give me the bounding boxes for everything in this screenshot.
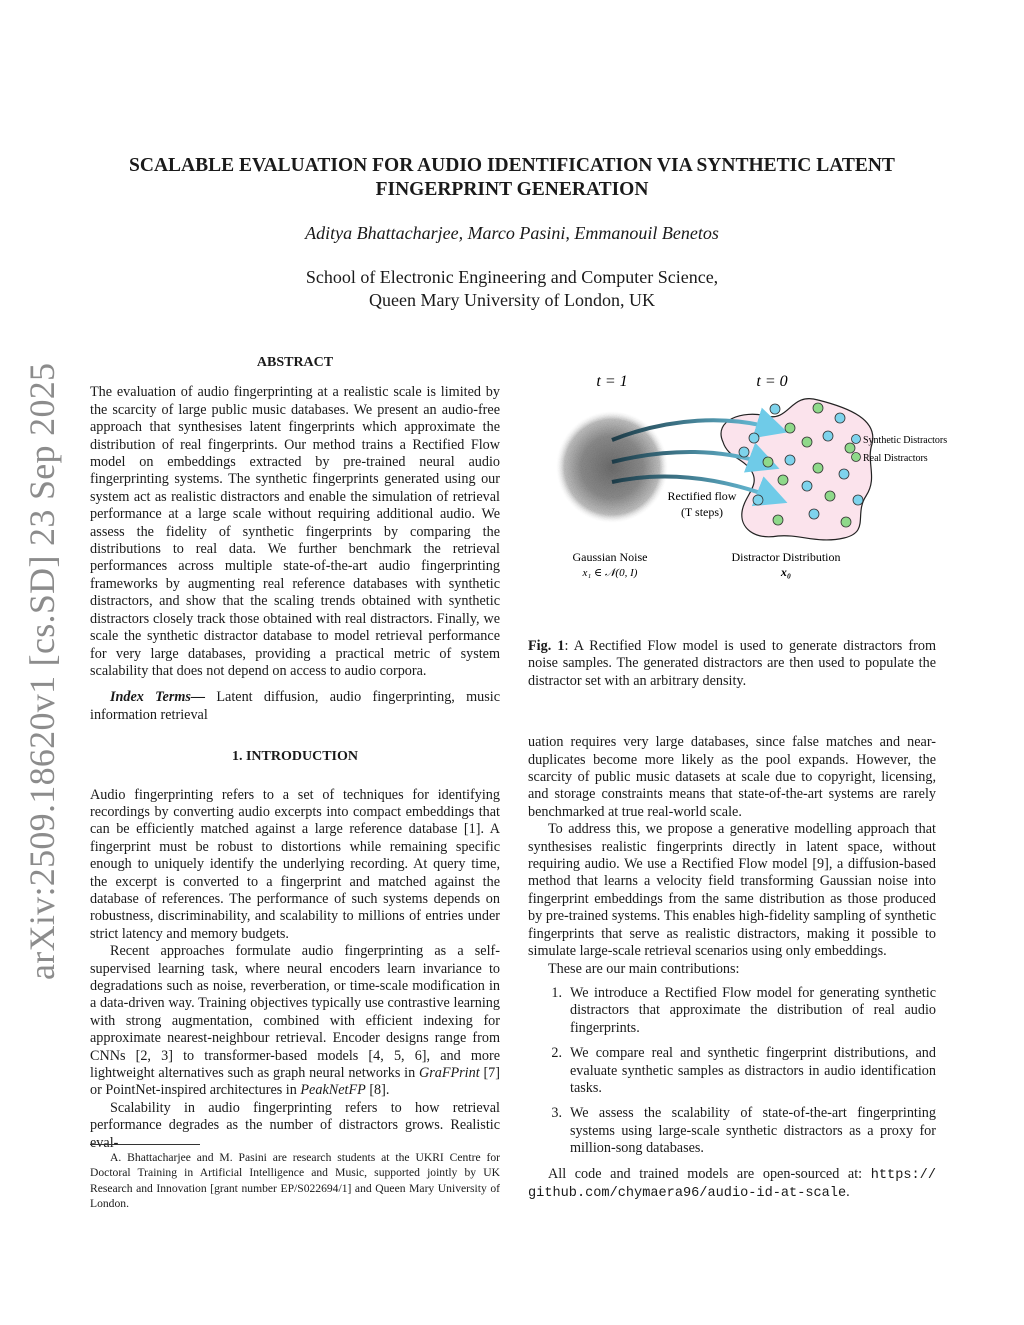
figure-caption-label: Fig. 1: [528, 638, 565, 654]
synthetic-dot: [853, 495, 863, 505]
code-availability-text: All code and trained models are open-sourced at:: [548, 1165, 871, 1182]
abstract-text: The evaluation of audio fingerprinting at a realistic scale is limited by the scarcity of large public music databases. We present an audio-free approach that synthesises latent fingerprints which approximate the distribution of real fingerprints. Our method trains a Rectified Flow model on embeddings extracted by pre-trained neural audio fingerprinting systems. The synthetic fingerprints generated using our system act as realistic distractors and enable the simulation of retrieval performance at a large scale without requiring additional audio. We assess the fidelity of synthetic fingerprints by comparing the distributions to real data. We further benchmark the retrieval performances across multiple state-of-the-art audio fingerprinting frameworks by augmenting real reference databases with synthetic distractors, and show that the scaling trends obtained with synthetic distractors closely track those obtained with real distractors. Finally, we scale the synthetic distractor database to model retrieval performance for very large databases, providing a practical metric of system scalability that does not depend on access to audio corpora.: [90, 384, 500, 679]
synthetic-dot: [753, 495, 763, 505]
intro-p2-text-b: [7] or PointNet-inspired architectures in: [90, 1065, 501, 1099]
legend-synthetic-swatch: [852, 435, 861, 444]
list-item: [528, 1045, 936, 1097]
noise-math: x₁ ∈ 𝒩(0, I): [582, 567, 638, 579]
list-item-number: 1.: [551, 984, 562, 1001]
list-item-number: 3.: [551, 1105, 562, 1122]
right-column: [528, 638, 936, 1202]
synthetic-dot: [739, 447, 749, 457]
grafprint-ref: GraFPrint: [418, 1065, 480, 1082]
legend-real-label: Real Distractors: [863, 453, 928, 464]
figure-1: [528, 362, 948, 582]
synthetic-dot: [785, 455, 795, 465]
real-dot: [802, 437, 812, 447]
intro-paragraph-3: Scalability in audio fingerprinting refers to how retrieval performance degrades as the number of distractors grows. Realistic eval-: [90, 1099, 500, 1151]
list-item-number: 2.: [551, 1045, 562, 1062]
list-item-text: We assess the scalability of state-of-the-art fingerprinting systems using large-scale synthetic distractors as a proxy for million-song databases.: [570, 1105, 936, 1157]
synthetic-dot: [802, 481, 812, 491]
real-dot: [785, 423, 795, 433]
affiliation-line-2: Queen Mary University of London, UK: [369, 290, 655, 310]
list-item: [528, 1105, 936, 1157]
list-item-text: We compare real and synthetic fingerprint distributions, and evaluate synthetic samples as distractors in audio identification tasks.: [570, 1045, 936, 1096]
real-dot: [763, 457, 773, 467]
real-dot: [845, 443, 855, 453]
code-availability-end: .: [846, 1183, 850, 1200]
paper-title: SCALABLE EVALUATION FOR AUDIO IDENTIFICATION VIA SYNTHETIC LATENT FINGERPRINT GENERATION: [129, 155, 895, 200]
peaknetfp-ref: PeakNetFP: [300, 1082, 366, 1099]
real-dot: [773, 515, 783, 525]
real-dot: [825, 491, 835, 501]
synthetic-dot: [835, 413, 845, 423]
intro-paragraph-1: Audio fingerprinting refers to a set of techniques for identifying recordings by converting audio excerpts into compact embeddings that can be efficiently matched against a large reference database [1]. A fingerprint must be robust to distortions while remaining specific enough to uniquely identify the underlying recording. At query time, the excerpt is converted to a fingerprint and matched against the database of references. The performance of such systems depends on robustness, discriminability, and scalability to millions of entries under strict latency and memory budgets.: [90, 786, 500, 942]
footnote-text: A. Bhattacharjee and M. Pasini are research students at the UKRI Centre for Doctoral Training in Artificial Intelligence and Music, supported jointly by UK Research and Innovation [grant number EP/S022694/1] and Queen Mary University of London.: [90, 1151, 500, 1211]
intro-p2-text-c: [8].: [365, 1082, 390, 1099]
index-terms: [90, 689, 500, 724]
synthetic-dot: [839, 469, 849, 479]
synthetic-dot: [770, 404, 780, 414]
real-dot: [813, 463, 823, 473]
code-availability: [528, 1166, 936, 1203]
synthetic-dot: [749, 433, 759, 443]
t1-label: t = 1: [596, 373, 628, 390]
legend-synthetic-label: Synthetic Distractors: [863, 435, 948, 446]
intro-paragraph-2: [90, 943, 500, 1100]
right-paragraph-1: uation requires very large databases, since false matches and near-duplicates become more likely as the pool expands. However, the scarcity of public music datasets at scale due to copyright, licensing, and storage constraints means that state-of-the-art systems are rarely benchmarked at true real-world scale.: [528, 734, 936, 820]
affiliation: [90, 266, 934, 312]
list-item: [528, 985, 936, 1037]
introduction-heading: 1. INTRODUCTION: [231, 749, 358, 765]
real-dot: [813, 403, 823, 413]
list-item-text: We introduce a Rectified Flow model for generating synthetic distractors that approximate the distribution of real audio fingerprints.: [570, 984, 936, 1036]
index-terms-text: Latent diffusion, audio fingerprinting, music information retrieval: [90, 689, 501, 723]
synthetic-dot: [809, 509, 819, 519]
affiliation-line-1: School of Electronic Engineering and Computer Science,: [305, 267, 719, 287]
arxiv-identifier: arXiv:2509.18620v1 [cs.SD] 23 Sep 2025: [22, 362, 62, 980]
footnote-rule: [90, 1144, 200, 1145]
left-column: [90, 354, 500, 1152]
contribution-list: [528, 985, 936, 1158]
t0-label: t = 0: [756, 373, 788, 390]
author-list: Aditya Bhattacharjee, Marco Pasini, Emmanouil Benetos: [305, 223, 719, 243]
flow-label: Rectified flow: [667, 489, 737, 503]
legend-real-swatch: [852, 453, 861, 462]
right-paragraph-3: These are our main contributions:: [548, 960, 740, 977]
real-dot: [778, 475, 788, 485]
synthetic-dot: [823, 431, 833, 441]
repository-link-part-1: https://: [870, 1167, 936, 1183]
intro-p2-text-a: Recent approaches formulate audio fingerprinting as a self-supervised learning task, where neural encoders learn invariance to degradations such as noise, reverberation, or time-scale modification in a data-driven way. Training objectives typically use contrastive learning with strong augmentation, combined with efficient indexing for approximate nearest-neighbour retrieval. Encoder designs range from CNNs [2, 3] to transformer-based models [4, 5, 6], and more lightweight alternatives such as graph neural networks in: [90, 943, 500, 1082]
figure-1-caption: [528, 638, 936, 690]
repository-link-part-2: github.com/chymaera96/audio-id-at-scale: [528, 1185, 847, 1201]
abstract-heading: ABSTRACT: [256, 355, 334, 370]
distribution-math: x₀: [780, 565, 792, 579]
figure-caption-text: : A Rectified Flow model is used to generate distractors from noise samples. The generated distractors are then used to populate the distractor set with an arbitrary density.: [528, 638, 936, 689]
real-dot: [841, 517, 851, 527]
right-paragraph-2: To address this, we propose a generative modelling approach that synthesises realistic fingerprints directly in latent space, without requiring audio. We use a Rectified Flow model [9], a diffusion-based method that learns a velocity field transforming Gaussian noise into fingerprint embeddings from the same distribution as those produced by pre-trained systems. This enables high-fidelity sampling of synthetic fingerprints that serve as realistic distractors, making it possible to simulate large-scale retrieval scenarios using only embeddings.: [528, 821, 936, 960]
noise-label: Gaussian Noise: [572, 550, 648, 564]
index-terms-label: Index Terms—: [110, 689, 206, 706]
flow-steps-label: (T steps): [680, 505, 724, 519]
footnote: [90, 1150, 500, 1212]
distribution-label: Distractor Distribution: [731, 550, 841, 564]
